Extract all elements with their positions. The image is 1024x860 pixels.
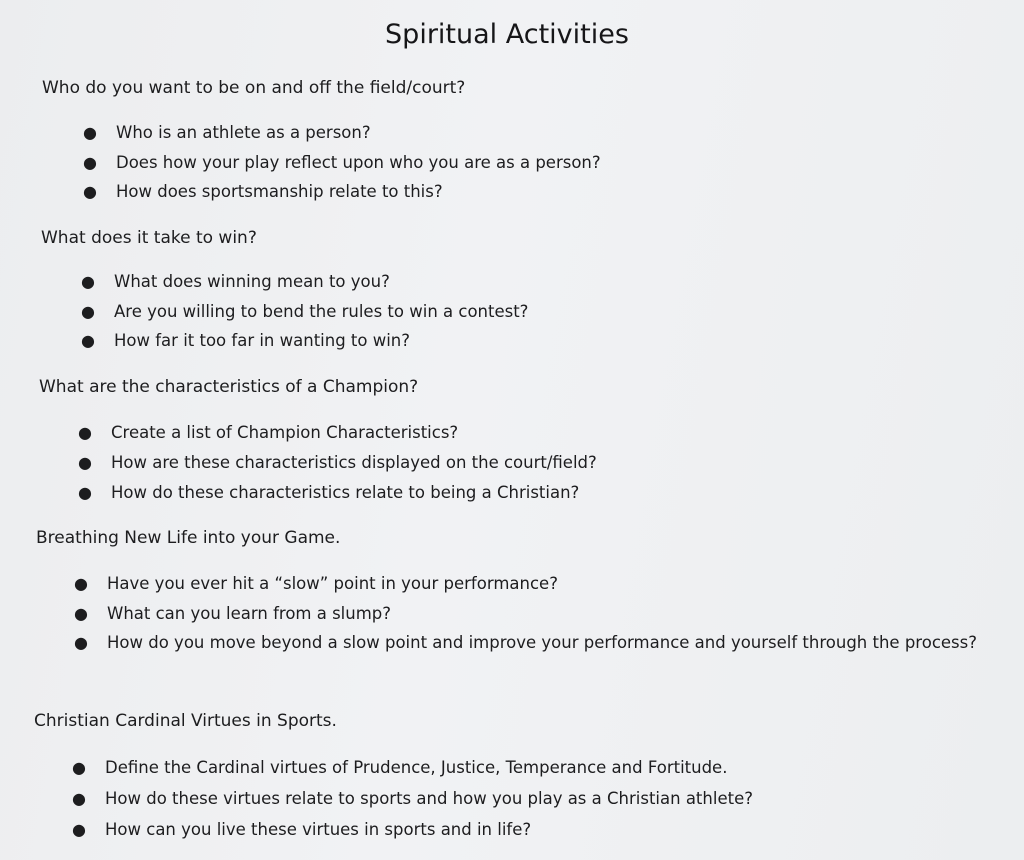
bullet-icon: ● xyxy=(81,331,95,350)
bullet-icon: ● xyxy=(81,272,95,291)
bullet-icon: ● xyxy=(78,483,92,502)
list-item-text: How far it too far in wanting to win? xyxy=(114,331,411,350)
list-item-text: How can you live these virtues in sports and in life? xyxy=(105,820,532,839)
bullet-icon: ● xyxy=(78,423,92,442)
list-item-text: Who is an athlete as a person? xyxy=(116,123,371,142)
bullet-icon: ● xyxy=(72,820,86,839)
list-item-text: What does winning mean to you? xyxy=(114,272,390,291)
list-item-text: How do these virtues relate to sports and how you play as a Christian athlete? xyxy=(105,789,753,808)
section-heading: What are the characteristics of a Champion? xyxy=(39,377,419,397)
list-item-text: Define the Cardinal virtues of Prudence, Justice, Temperance and Fortitude. xyxy=(105,758,728,777)
section-heading: Breathing New Life into your Game. xyxy=(36,528,341,548)
section-heading: What does it take to win? xyxy=(41,228,257,248)
page-title: Spiritual Activities xyxy=(385,19,629,50)
list-item-text: Have you ever hit a “slow” point in your performance? xyxy=(107,574,558,593)
list-item-text: Does how your play reflect upon who you are as a person? xyxy=(116,153,601,172)
bullet-icon: ● xyxy=(74,633,88,652)
list-item-text: How do these characteristics relate to being a Christian? xyxy=(111,483,580,502)
list-item-text: How are these characteristics displayed on the court/field? xyxy=(111,453,597,472)
bullet-icon: ● xyxy=(74,604,88,623)
bullet-icon: ● xyxy=(83,182,97,201)
bullet-icon: ● xyxy=(78,453,92,472)
list-item-text: What can you learn from a slump? xyxy=(107,604,392,623)
bullet-icon: ● xyxy=(72,789,86,808)
bullet-icon: ● xyxy=(72,758,86,777)
bullet-icon: ● xyxy=(83,123,97,142)
list-item-text: How do you move beyond a slow point and improve your performance and yourself through the process? xyxy=(107,633,977,652)
bullet-icon: ● xyxy=(74,574,88,593)
bullet-icon: ● xyxy=(81,302,95,321)
section-heading: Who do you want to be on and off the field/court? xyxy=(42,78,466,98)
list-item-text: Create a list of Champion Characteristics? xyxy=(111,423,459,442)
list-item-text: Are you willing to bend the rules to win a contest? xyxy=(114,302,529,321)
section-heading: Christian Cardinal Virtues in Sports. xyxy=(34,711,337,731)
list-item-text: How does sportsmanship relate to this? xyxy=(116,182,443,201)
bullet-icon: ● xyxy=(83,153,97,172)
